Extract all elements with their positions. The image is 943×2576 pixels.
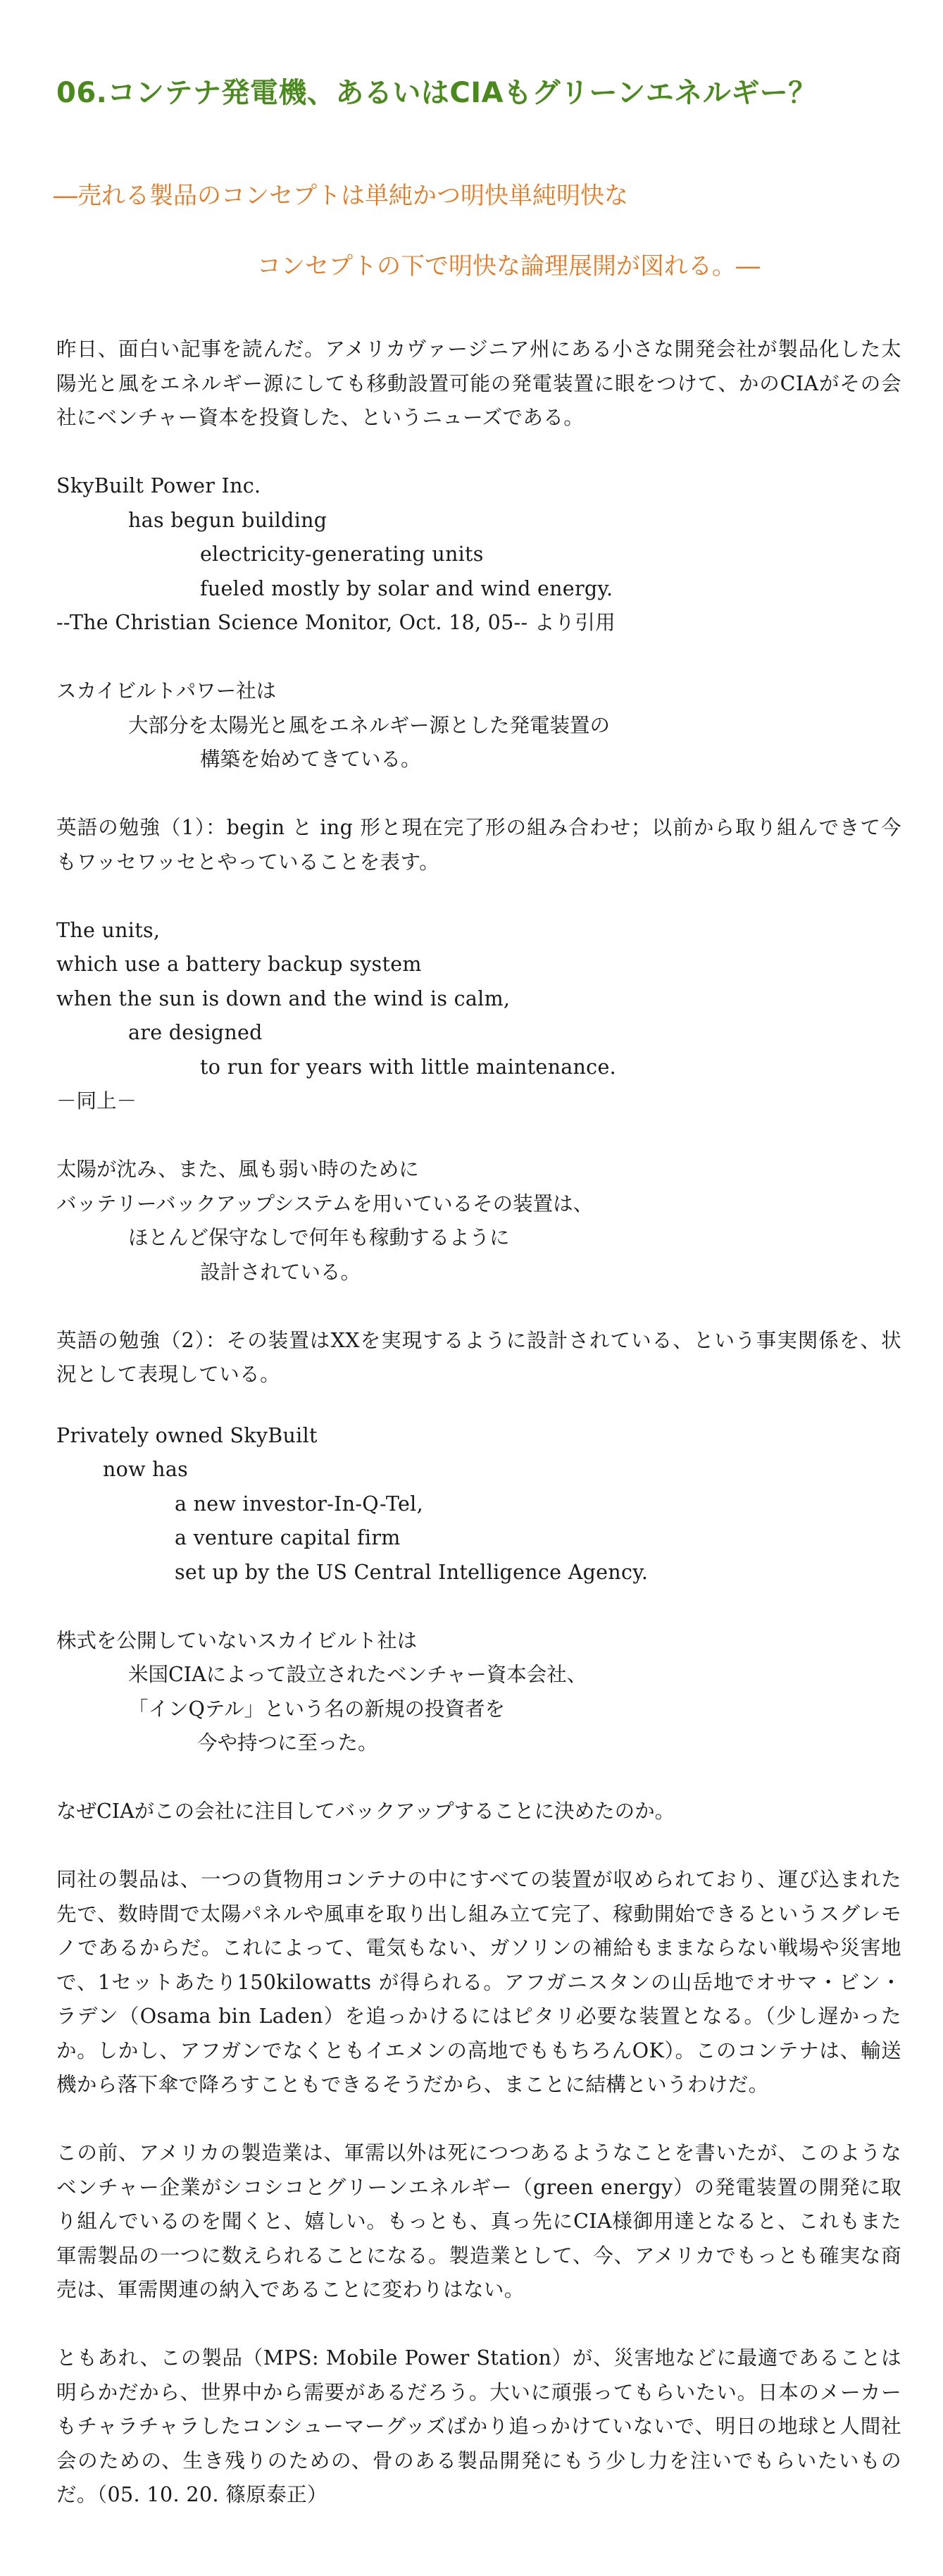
quote-2-line-4: are designed — [128, 1021, 263, 1044]
quote-1-line-2: has begun building — [128, 508, 327, 532]
english-study-2: 英語の勉強（2）：その装置はXXを実現するように設計されている、という事実関係を、状況として表現している。 — [56, 1328, 901, 1386]
translation-3-line-2: 米国CIAによって設立されたベンチャー資本会社、 — [128, 1663, 587, 1686]
quote-1 — [56, 469, 901, 640]
translation-2-line-1: 太陽が沈み、また、風も弱い時のために — [56, 1158, 419, 1181]
quote-2-line-1: The units, — [56, 918, 161, 942]
translation-3-line-4: 今や持つに至った。 — [197, 1731, 378, 1754]
quote-3-line-3: a new investor-In-Q-Tel, — [175, 1492, 423, 1516]
translation-2 — [56, 1153, 901, 1289]
quote-2-line-3: when the sun is down and the wind is calm, — [56, 986, 511, 1010]
quote-1-line-3: electricity-generating units — [200, 543, 484, 566]
article-title: 06.コンテナ発電機、あるいはCIAもグリーンエネルギー？ — [56, 77, 817, 109]
quote-3 — [56, 1419, 901, 1590]
article-body — [56, 333, 901, 2513]
translation-1-line-1: スカイビルトパワー社は — [56, 679, 277, 702]
quote-3-line-1: Privately owned SkyBuilt — [56, 1423, 318, 1447]
question-paragraph: なぜCIAがこの会社に注目してバックアップすることに決めたのか。 — [56, 1800, 675, 1823]
english-study-1: 英語の勉強（1）：begin と ing 形と現在完了形の組み合わせ；以前から取り組んできて今もワッセワッセとやっていることを表す。 — [56, 816, 901, 874]
product-paragraph: 同社の製品は、一つの貨物用コンテナの中にすべての装置が収められており、運び込まれた先で、数時間で太陽パネルや風車を取り出し組み立て完了、稼動開始できるというスグレモノであるからだ。これによって、電気もない、ガソリンの補給もままならない戦場や災害地で、1セットあたり150kilowatts が得られる。アフガニスタンの山岳地でオサマ・ビン・ラデン（Osama bin Laden）を追っかけるにはピタリ必要な装置となる。（少し遅かったか。しかし、アフガンでなくともイエメンの高地でももちろんOK）。このコンテナは、輸送機から落下傘で降ろすこともできるそうだから、まことに結構というわけだ。 — [56, 1868, 901, 2096]
quote-2 — [56, 914, 901, 1119]
subtitle-line-1: ―売れる製品のコンセプトは単純かつ明快単純明快な — [54, 182, 628, 210]
quote-3-line-5: set up by the US Central Intelligence Agency. — [175, 1560, 649, 1584]
translation-3-line-1: 株式を公開していないスカイビルト社は — [56, 1628, 418, 1652]
quote-2-line-2: which use a battery backup system — [56, 953, 422, 976]
quote-2-source: －同上－ — [56, 1089, 137, 1113]
translation-2-line-3: ほとんど保守なしで何年も稼動するように — [128, 1226, 510, 1249]
quote-1-source: --The Christian Science Monitor, Oct. 18, 05-- より引用 — [56, 611, 616, 634]
intro-paragraph: 昨日、面白い記事を読んだ。アメリカヴァージニア州にある小さな開発会社が製品化した太陽光と風をエネルギー源にしても移動設置可能の発電装置に眼をつけて、かのCIAがその会社にベンチャー資本を投資した、というニューズである。 — [56, 338, 901, 429]
quote-3-line-2: now has — [103, 1458, 189, 1481]
quote-3-line-4: a venture capital firm — [175, 1526, 401, 1549]
translation-2-line-4: 設計されている。 — [200, 1260, 361, 1284]
translation-1-line-2: 大部分を太陽光と風をエネルギー源とした発電装置の — [128, 713, 611, 737]
industry-paragraph: この前、アメリカの製造業は、軍需以外は死につつあるようなことを書いたが、このようなベンチャー企業がシコシコとグリーンエネルギー（green energy）の発電装置の開発に取り組んでいるのを聞くと、嬉しい。もっとも、真っ先にCIA様御用達となると、これもまた軍需製品の一つに数えられることになる。製造業として、今、アメリカでもっとも確実な商売は、軍需関連の納入であることに変わりはない。 — [56, 2141, 901, 2301]
subtitle-line-2: コンセプトの下で明快な論理展開が図れる。― — [257, 252, 760, 280]
closing-paragraph: ともあれ、この製品（MPS: Mobile Power Station）が、災害地などに最適であることは明らかだから、世界中から需要があるだろう。大いに頑張ってもらいたい。日本のメーカーもチャラチャラしたコンシューマーグッズばかり追っかけていないで、明日の地球と人間社会のための、生き残りのための、骨のある製品開発にもう少し力を注いでもらいたいものだ。（05. 10. 20. 篠原泰正） — [56, 2346, 901, 2506]
translation-1 — [56, 674, 901, 777]
translation-3-line-3: 「インQテル」という名の新規の投資者を — [128, 1697, 505, 1721]
translation-2-line-2: バッテリーバックアップシステムを用いているその装置は、 — [56, 1191, 594, 1215]
quote-1-line-4: fueled mostly by solar and wind energy. — [200, 576, 613, 600]
translation-3 — [56, 1624, 901, 1761]
quote-2-line-5: to run for years with little maintenance. — [200, 1055, 616, 1079]
translation-1-line-3: 構築を始めてきている。 — [200, 748, 421, 771]
quote-1-line-1: SkyBuilt Power Inc. — [56, 474, 261, 497]
